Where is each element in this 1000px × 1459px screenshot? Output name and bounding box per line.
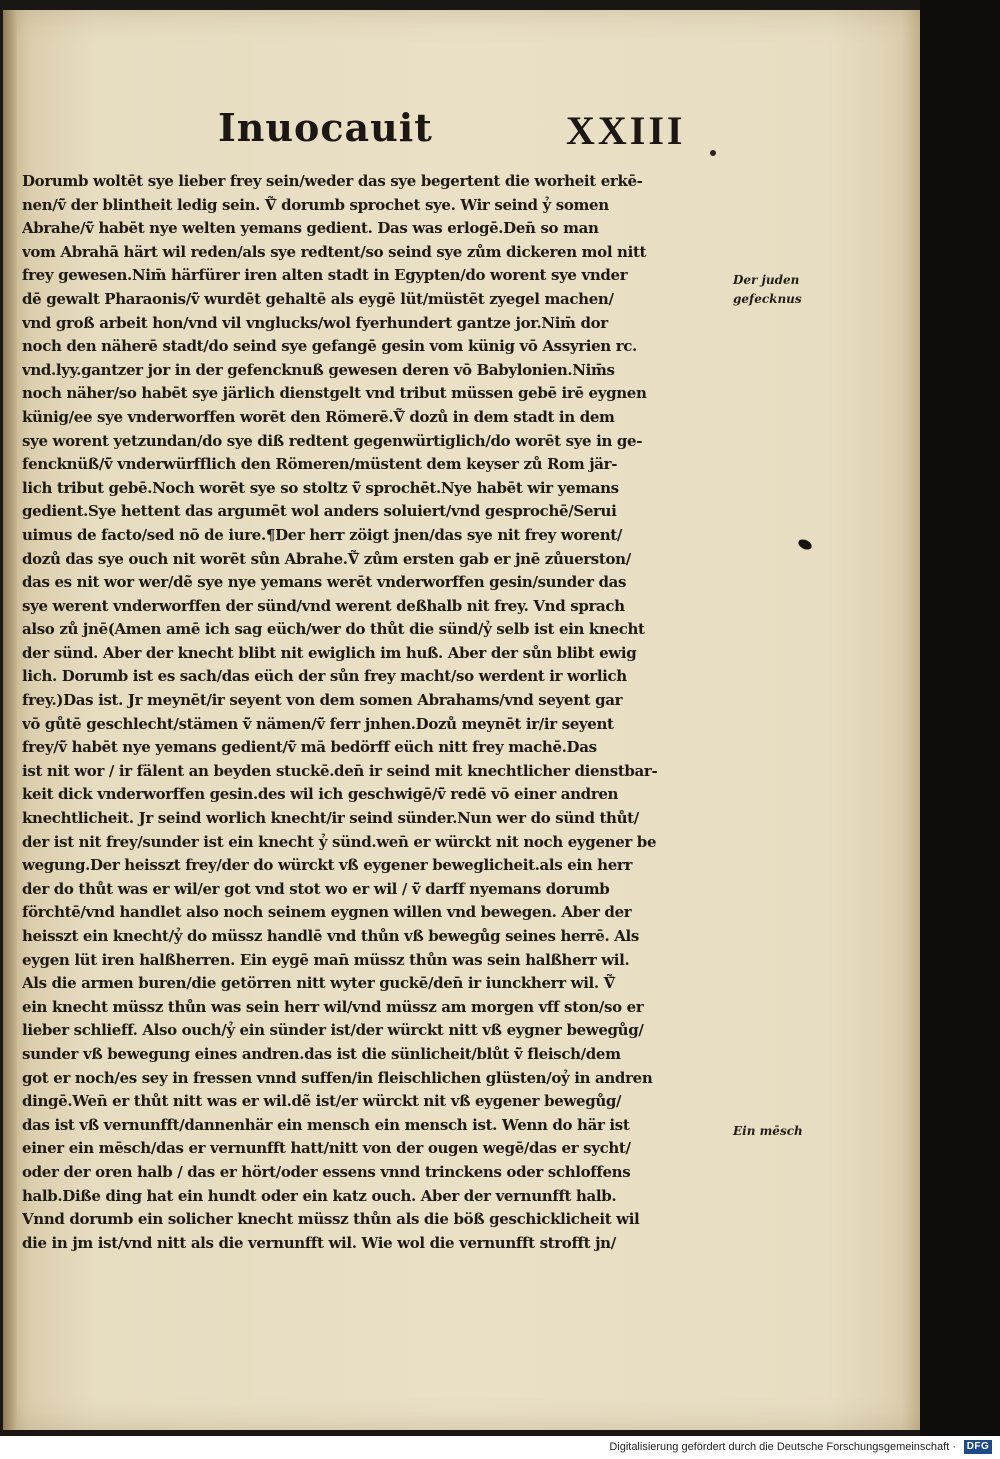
text-line: gedient.Sye hettent das argumēt wol anders soluiert/vnd gesprochē/Serui (22, 502, 617, 521)
page-gutter (3, 10, 17, 1430)
text-line: vom Abrahā härt wil reden/als sye redtent/so seind sye zům dickeren mol nitt (22, 242, 647, 261)
footer-bar (0, 1436, 1000, 1459)
text-line: Als die armen buren/die getörren nitt wyter guckē/den̄ ir iunckherr wil. Ṽ̄ (22, 974, 615, 993)
text-line: sunder vß bewegung eines andren.das ist die sünlicheit/blůt ṽ̄ fleisch/dem (22, 1044, 621, 1063)
marginal-note-mensch: Ein mēsch (733, 1124, 803, 1138)
folio-number: XXIII (566, 108, 686, 153)
funding-credit: Digitalisierung gefördert durch die Deutsche Forschungsgemeinschaft · (609, 1441, 956, 1453)
text-line: dē gewalt Pharaonis/ṽ̄ wurdēt gehaltē als eygē lüt/müstēt zyegel machen/ (22, 289, 614, 308)
text-line: wegung.Der heisszt frey/der do würckt vß eygener beweglicheit.als ein herr (22, 856, 633, 875)
text-line: ein knecht müssz thůn was sein herr wil/vnd müssz am morgen vff ston/so er (22, 997, 644, 1016)
text-line: künig/ee sye vnderworffen worēt den Römerē.Ṽ̄ dozů in dem stadt in dem (22, 407, 615, 426)
marginal-note-line: Der juden (733, 273, 800, 287)
text-line: halb.Diße ding hat ein hundt oder ein katz ouch. Aber der vernunfft halb. (22, 1186, 617, 1205)
text-line: eygen lüt iren halßherren. Ein eygē man̄ müssz thůn was sein halßherr wil. (22, 950, 630, 969)
text-line: der sünd. Aber der knecht blibt nit ewiglich im huß. Aber der sůn blibt ewig (22, 643, 637, 662)
text-line: frey gewesen.Nim̄ härfürer iren alten stadt in Egypten/do worent sye vnder (22, 266, 628, 285)
text-line: sye worent yetzundan/do sye diß redtent gegenwürtiglich/do worēt sye in ge- (22, 431, 643, 450)
ink-mark (710, 150, 716, 156)
text-line: knechtlicheit. Jr seind worlich knecht/ir seind sünder.Nun wer do sünd thůt/ (22, 809, 639, 828)
text-line: fencknüß/ṽ̄ vnderwürfflich den Römeren/müstent dem keyser zů Rom jär- (22, 455, 618, 474)
text-line: ist nit wor / ir fälent an beyden stuckē.den̄ ir seind mit knechtlicher dienstbar- (22, 761, 658, 780)
text-line: dingē.Wen̄ er thůt nitt was er wil.dẽ ist/er würckt nit vß eygener bewegůg/ (22, 1092, 622, 1111)
text-line: noch näher/so habēt sye järlich dienstgelt vnd tribut müssen gebē irē eygnen (22, 384, 647, 403)
text-line: oder der oren halb / das er hört/oder essens vnnd trinckens oder schloffens (22, 1162, 631, 1181)
marginal-note-juden (733, 271, 802, 309)
marginal-note-line: gefecknus (733, 292, 802, 306)
text-line: frey/ṽ̄ habēt nye yemans gedient/ṽ̄ mā bedörff eüch nitt frey machē.Das (22, 738, 597, 757)
text-line: Dorumb woltēt sye lieber frey sein/weder das sye begertent die worheit erkē- (22, 172, 643, 190)
text-line: keit dick vnderworffen gesin.des wil ich geschwigē/ṽ̄ redē vō einer andren (22, 785, 619, 804)
text-line: vnd.lyy.gantzer jor in der gefencknuß gewesen deren vō Babylonien.Nim̄s (22, 360, 615, 379)
text-line: die in jm ist/vnd nitt als die vernunfft wil. Wie wol die vernunfft strofft jn/ (22, 1233, 616, 1252)
text-line: der ist nit frey/sunder ist ein knecht ỷ sünd.wen̄ er würckt nit noch eygener be (22, 832, 657, 851)
text-line: got er noch/es sey in fressen vnnd suffen/in fleischlichen glüsten/oỷ in andren (22, 1068, 653, 1087)
text-line: lieber schlieff. Also ouch/ỷ ein sünder ist/der würckt nitt vß eygner bewegůg/ (22, 1021, 644, 1040)
text-line: vō gůtē geschlecht/stämen ṽ̄ nämen/ṽ̄ ferr jnhen.Dozů meynēt ir/ir seyent (22, 714, 614, 733)
scan-background (920, 0, 1000, 1436)
text-line: förchtē/vnd handlet also noch seinem eygnen willen vnd bewegen. Aber der (22, 903, 632, 922)
text-line: noch den näherē stadt/do seind sye gefangē gesin vom künig vō Assyrien rc. (22, 337, 637, 356)
text-line: uimus de facto/sed nō de iure.¶Der herr zöigt jnen/das sye nit frey worent/ (22, 525, 623, 544)
text-line: der do thůt was er wil/er got vnd stot wo er wil / ṽ̄ darff nyemans dorumb (22, 879, 610, 898)
dfg-logo[interactable]: DFG (964, 1440, 992, 1454)
main-text-column (22, 170, 722, 1255)
text-line: frey.)Das ist. Jr meynēt/ir seyent von dem somen Abrahams/vnd seyent gar (22, 691, 623, 710)
page-header (218, 105, 698, 165)
text-line: einer ein mēsch/das er vernunfft hatt/nitt von der ougen wegē/das er sycht/ (22, 1139, 631, 1158)
text-line: vnd groß arbeit hon/vnd vil vnglucks/wol fyerhundert gantze jor.Nim̄ dor (22, 313, 608, 332)
text-line: dozů das sye ouch nit worēt sůn Abrahe.Ṽ̄ zům ersten gab er jnē zůuerston/ (22, 549, 631, 568)
text-line: das ist vß vernunfft/dannenhär ein mensch ein mensch ist. Wenn do här ist (22, 1115, 630, 1134)
text-line: also zů jnē(Amen amē ich sag eüch/wer do thůt die sünd/ỷ selb ist ein knecht (22, 620, 645, 639)
text-line: nen/ṽ̄ der blintheit ledig sein. Ṽ̄ dorumb sprochet sye. Wir seind ỷ somen (22, 195, 609, 214)
text-line: heisszt ein knecht/ỷ do müssz handlē vnd thůn vß bewegůg seines herrē. Als (22, 927, 639, 945)
text-line: lich. Dorumb ist es sach/das eüch der sůn frey macht/so werdent ir worlich (22, 667, 627, 686)
text-line: Abrahe/ṽ̄ habēt nye welten yemans gedient. Das was erlogē.Den̄ so man (22, 219, 599, 238)
text-line: lich tribut gebē.Noch worēt sye so stoltz ṽ̄ sprochēt.Nye habēt wir yemans (22, 478, 619, 497)
text-line: sye werent vnderworffen der sünd/vnd werent deßhalb nit frey. Vnd sprach (22, 596, 625, 615)
text-line: Vnnd dorumb ein solicher knecht müssz thůn als die böß geschicklicheit wil (22, 1210, 640, 1229)
text-line: das es nit wor wer/dẽ sye nye yemans werēt vnderworffen gesin/sunder das (22, 573, 627, 592)
running-head: Inuocauit (218, 105, 433, 150)
